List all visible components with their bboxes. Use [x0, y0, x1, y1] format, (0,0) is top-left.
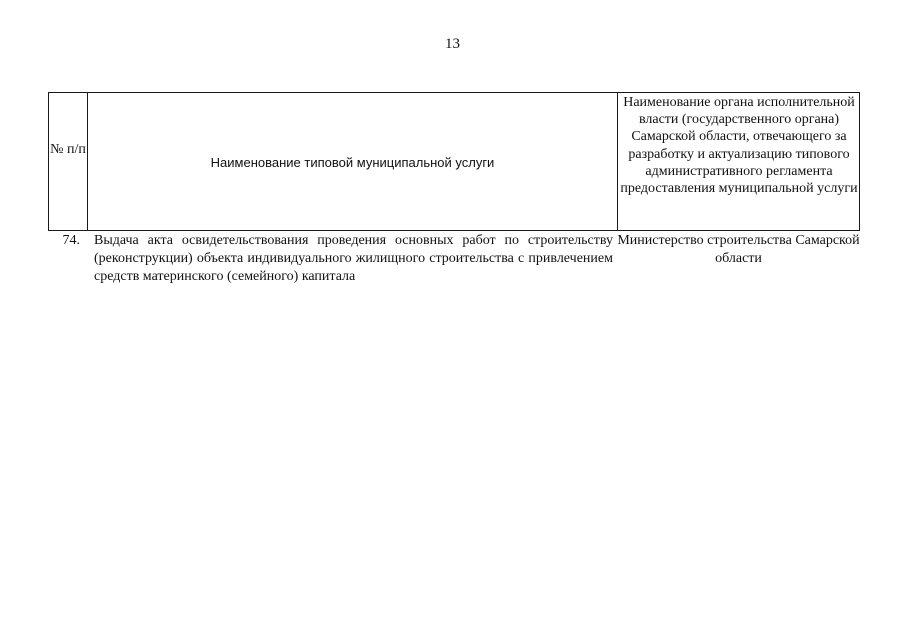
row-authority: Министерство строительства Самарской области [617, 233, 860, 266]
row-service-name: Выдача акта освидетельствования проведения основных работ по строительству (реконструкции) объекта индивидуального жилищного строительства с привлечением средств материнского (семейного) капитала [94, 233, 613, 284]
table-header [48, 92, 860, 231]
page-number: 13 [445, 36, 460, 52]
row-number: 74. [62, 233, 80, 248]
header-number: № п/п [50, 142, 86, 157]
header-authority: Наименование органа исполнительной власти (государственного органа) Самарской области, отвечающего за разработку и актуализацию типового административного регламента предоставления муниципальной услуги [620, 95, 858, 197]
header-service-name: Наименование типовой муниципальной услуги [210, 155, 495, 170]
